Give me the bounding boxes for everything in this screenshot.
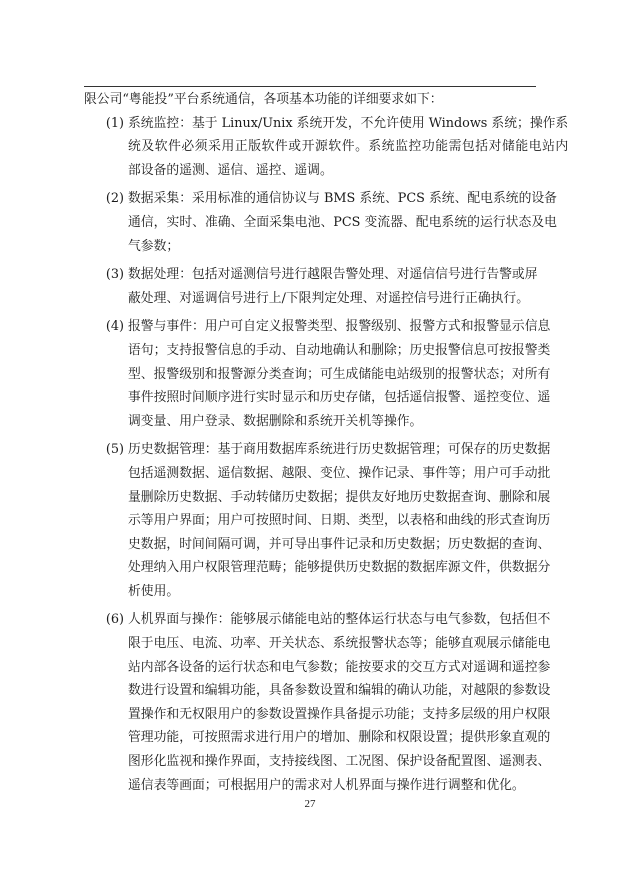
text-line: 置操作和无权限用户的参数设置操作具备提示功能；支持多层级的用户权限 — [128, 706, 551, 722]
list-item-number: (2) — [105, 191, 124, 207]
text-line: 数据处理：包括对遥测信号进行越限告警处理、对遥信信号进行告警或屏 — [128, 267, 538, 283]
text-line: 型、报警级别和报警源分类查询；可生成储能电站级别的报警状态；对所有 — [128, 366, 551, 382]
text-line: 气参数； — [128, 238, 180, 254]
list-item — [84, 608, 551, 797]
list-item-number: (5) — [105, 442, 124, 458]
list-item — [84, 315, 551, 433]
text-line: 数进行设置和编辑功能，具备参数设置和编辑的确认功能，对越限的参数设 — [128, 683, 551, 699]
text-line: 站内部各设备的运行状态和电气参数；能按要求的交互方式对遥调和遥控参 — [128, 659, 551, 675]
document-body — [84, 88, 569, 797]
list-item-text — [128, 112, 568, 183]
text-line: 限于电压、电流、功率、开关状态、系统报警状态等；能够直观展示储能电 — [128, 636, 551, 652]
text-line: 示等用户界面；用户可按照时间、日期、类型，以表格和曲线的形式查询历 — [128, 513, 551, 529]
text-line: 处理纳入用户权限管理范畴；能够提供历史数据的数据库源文件，供数据分 — [128, 560, 551, 576]
list-item — [84, 263, 536, 310]
text-line: 图形化监视和操作界面，支持接线图、工况图、保护设备配置图、遥测表、 — [128, 754, 551, 770]
text-line: 数据采集：采用标准的通信协议与 BMS 系统、PCS 系统、配电系统的设备 — [128, 191, 557, 207]
page-number: 27 — [304, 798, 316, 810]
text-line: 部设备的遥测、遥信、遥控、遥调。 — [128, 162, 333, 178]
text-line: 包括遥测数据、遥信数据、越限、变位、操作记录、事件等；用户可手动批 — [128, 465, 551, 481]
requirement-list — [84, 112, 569, 798]
text-line: 蔽处理、对遥调信号进行上/下限判定处理、对遥控信号进行正确执行。 — [128, 290, 530, 306]
text-line: 系统监控：基于 Linux/Unix 系统开发，不允许使用 Windows 系统；操作系 — [128, 115, 569, 131]
list-item-text — [128, 187, 557, 258]
intro-paragraph: 限公司“粤能投”平台系统通信，各项基本功能的详细要求如下： — [84, 92, 443, 107]
list-item-text — [128, 315, 550, 433]
text-line: 调变量、用户登录、数据删除和系统开关机等操作。 — [128, 413, 423, 429]
list-item-text — [128, 263, 538, 310]
text-line: 历史数据管理：基于商用数据库系统进行历史数据管理；可保存的历史数据 — [128, 442, 551, 458]
text-line: 语句；支持报警信息的手动、自动地确认和删除；历史报警信息可按报警类 — [128, 342, 551, 358]
list-item-number: (1) — [105, 115, 124, 131]
list-item — [84, 112, 569, 183]
text-line: 遥信表等画面；可根据用户的需求对人机界面与操作进行调整和优化。 — [128, 777, 525, 793]
text-line: 统及软件必须采用正版软件或开源软件。系统监控功能需包括对储能电站内 — [128, 139, 569, 155]
list-item-text — [128, 438, 550, 603]
list-item-number: (4) — [105, 319, 124, 335]
text-line: 量删除历史数据、手动转储历史数据；提供友好地历史数据查询、删除和展 — [128, 489, 551, 505]
text-line: 通信，实时、准确、全面采集电池、PCS 变流器、配电系统的运行状态及电 — [128, 214, 557, 230]
text-line: 人机界面与操作：能够展示储能电站的整体运行状态与电气参数，包括但不 — [128, 612, 551, 628]
top-rule-divider — [84, 86, 536, 87]
list-item-number: (3) — [105, 267, 124, 283]
text-line: 报警与事件：用户可自定义报警类型、报警级别、报警方式和报警显示信息 — [128, 319, 551, 335]
list-item-text — [128, 608, 550, 797]
list-item — [84, 438, 551, 603]
list-item — [84, 187, 557, 258]
text-line: 事件按照时间顺序进行实时显示和历史存储，包括遥信报警、遥控变位、遥 — [128, 390, 551, 406]
list-item-number: (6) — [105, 612, 124, 628]
text-line: 史数据，时间间隔可调，并可导出事件记录和历史数据；历史数据的查询、 — [128, 536, 551, 552]
text-line: 管理功能，可按照需求进行用户的增加、删除和权限设置；提供形象直观的 — [128, 730, 551, 746]
text-line: 析使用。 — [128, 583, 180, 599]
